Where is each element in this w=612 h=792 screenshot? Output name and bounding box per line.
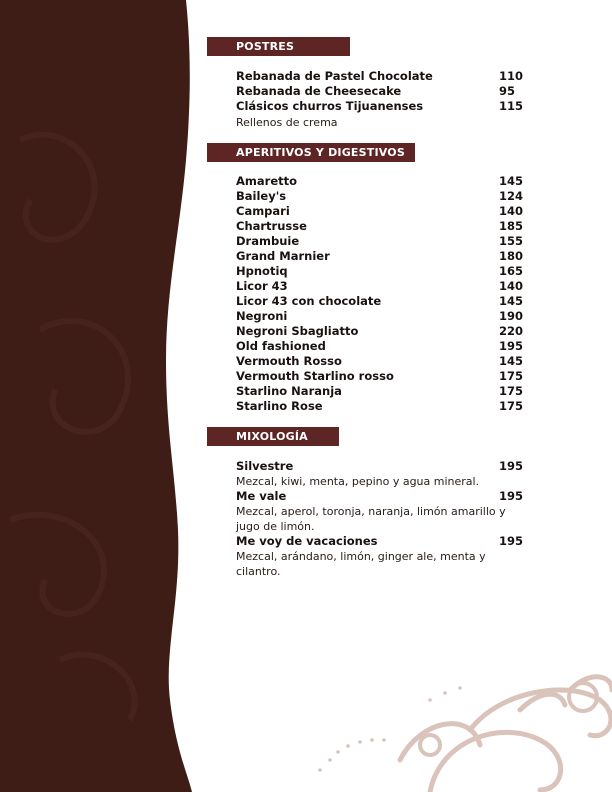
menu-item xyxy=(236,189,526,204)
section-header-mixologia: MIXOLOGÍA xyxy=(207,427,339,446)
item-name: Me vale xyxy=(236,489,287,503)
menu-item xyxy=(236,459,526,474)
item-price: 175 xyxy=(499,384,524,398)
item-price: 165 xyxy=(499,264,524,278)
item-price: 195 xyxy=(499,489,524,503)
item-name: Negroni xyxy=(236,309,288,323)
menu-item xyxy=(236,294,526,309)
item-description: Mezcal, kiwi, menta, pepino y agua mineral. xyxy=(236,475,480,488)
item-description: Mezcal, arándano, limón, ginger ale, menta y cilantro. xyxy=(236,550,486,578)
menu-item xyxy=(236,369,526,384)
menu-item xyxy=(236,219,526,234)
item-price: 175 xyxy=(499,399,524,413)
menu-item xyxy=(236,69,526,84)
item-price: 140 xyxy=(499,279,524,293)
item-name: Vermouth Starlino rosso xyxy=(236,369,394,383)
item-name: Old fashioned xyxy=(236,339,326,353)
item-price: 115 xyxy=(499,99,524,113)
item-price: 145 xyxy=(499,294,524,308)
item-name: Licor 43 xyxy=(236,279,288,293)
menu-item xyxy=(236,84,526,99)
menu-item xyxy=(236,354,526,369)
menu-item xyxy=(236,279,526,294)
item-price: 180 xyxy=(499,249,524,263)
item-name: Negroni Sbagliatto xyxy=(236,324,359,338)
item-price: 95 xyxy=(499,84,516,98)
item-name: Bailey's xyxy=(236,189,287,203)
item-price: 140 xyxy=(499,204,524,218)
item-note: Rellenos de crema xyxy=(236,116,338,129)
item-name: Starlino Naranja xyxy=(236,384,342,398)
item-price: 175 xyxy=(499,369,524,383)
item-name: Campari xyxy=(236,204,290,218)
menu-item xyxy=(236,339,526,354)
item-name: Rebanada de Cheesecake xyxy=(236,84,402,98)
item-name: Me voy de vacaciones xyxy=(236,534,378,548)
menu-item xyxy=(236,399,526,414)
item-price: 110 xyxy=(499,69,524,83)
item-name: Chartrusse xyxy=(236,219,307,233)
item-price: 155 xyxy=(499,234,524,248)
menu-item xyxy=(236,234,526,249)
menu-item xyxy=(236,204,526,219)
item-name: Drambuie xyxy=(236,234,300,248)
item-price: 195 xyxy=(499,459,524,473)
item-name: Grand Marnier xyxy=(236,249,330,263)
menu-item xyxy=(236,264,526,279)
item-name: Starlino Rose xyxy=(236,399,323,413)
section-header-aperitivos: APERITIVOS Y DIGESTIVOS xyxy=(207,143,415,162)
item-name: Amaretto xyxy=(236,174,298,188)
item-price: 145 xyxy=(499,174,524,188)
menu-item xyxy=(236,489,526,504)
item-price: 195 xyxy=(499,534,524,548)
item-name: Silvestre xyxy=(236,459,294,473)
item-price: 124 xyxy=(499,189,524,203)
item-name: Vermouth Rosso xyxy=(236,354,342,368)
item-price: 195 xyxy=(499,339,524,353)
item-name: Licor 43 con chocolate xyxy=(236,294,382,308)
menu-item xyxy=(236,309,526,324)
item-price: 190 xyxy=(499,309,524,323)
menu-item xyxy=(236,534,526,549)
menu-item xyxy=(236,384,526,399)
item-description: Mezcal, aperol, toronja, naranja, limón amarillo y jugo de limón. xyxy=(236,505,506,533)
section-header-postres: POSTRES xyxy=(207,37,350,56)
item-price: 145 xyxy=(499,354,524,368)
item-price: 220 xyxy=(499,324,524,338)
menu-item xyxy=(236,324,526,339)
item-name: Rebanada de Pastel Chocolate xyxy=(236,69,433,83)
menu-item xyxy=(236,174,526,189)
menu-item xyxy=(236,249,526,264)
menu-item xyxy=(236,99,526,114)
item-name: Clásicos churros Tijuanenses xyxy=(236,99,424,113)
item-price: 185 xyxy=(499,219,524,233)
item-name: Hpnotiq xyxy=(236,264,288,278)
